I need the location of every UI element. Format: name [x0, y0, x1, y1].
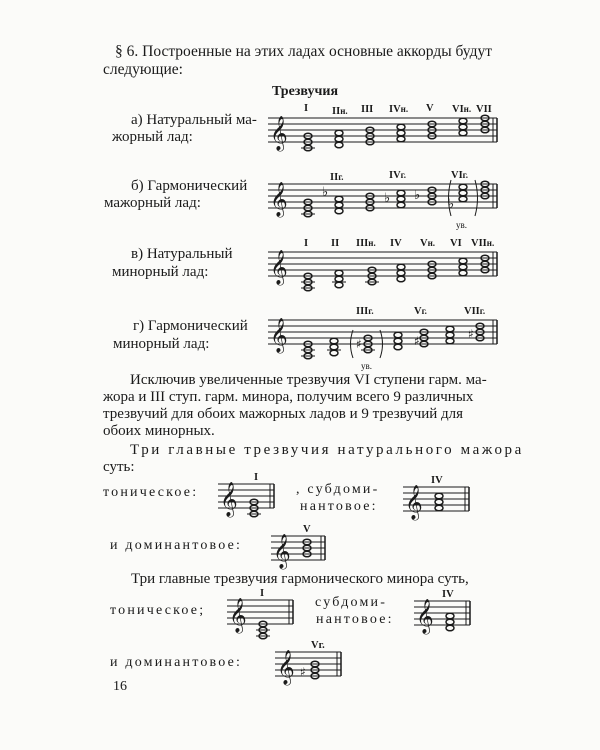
chord-label: V	[303, 524, 311, 535]
row-b-label-2: мажорный лад:	[104, 195, 201, 211]
chord-label: III	[361, 104, 374, 115]
staff-minor-dominant	[275, 638, 347, 698]
chord-label: VI	[450, 238, 462, 249]
row-c-label-1: в) Натуральный	[131, 246, 233, 262]
row-a-label-2: жорный лад:	[112, 129, 193, 145]
staff-minor-subdominant	[414, 587, 476, 647]
treble-clef-icon: 𝄞	[405, 485, 423, 520]
minor-sub-label-a: субдоми-	[315, 595, 388, 610]
chord-label: II	[331, 238, 340, 249]
chord-label: VIн.	[452, 104, 472, 115]
major-main-line-1: Три главные трезвучия натурального мажора	[130, 442, 524, 458]
major-dominant-label: и доминантовое:	[110, 538, 243, 553]
svg-text:♭: ♭	[322, 185, 329, 200]
page-number: 16	[113, 679, 127, 694]
svg-text:♭: ♭	[448, 197, 455, 212]
svg-text:♯: ♯	[468, 327, 474, 341]
chord-label: Vг.	[414, 306, 427, 317]
sharp-signs	[356, 327, 474, 351]
treble-clef-icon: 𝄞	[273, 534, 291, 569]
exclusion-line-4: обоих минорных.	[103, 423, 215, 439]
row-c-label-2: минорный лад:	[112, 264, 209, 280]
chord-label: VIIн.	[471, 238, 495, 249]
treble-clef-icon: 𝄞	[229, 598, 247, 633]
svg-text:♯: ♯	[414, 334, 420, 348]
treble-clef-icon: 𝄞	[277, 650, 295, 685]
treble-clef-icon: 𝄞	[270, 182, 288, 217]
chord-label: IIIг.	[356, 306, 374, 317]
chord-label: IV	[431, 475, 443, 486]
svg-text:♯: ♯	[356, 337, 362, 351]
chord-label: V	[426, 103, 434, 114]
exclusion-line-2: жора и III ступ. гарм. минора, получим всего 9 различных	[103, 389, 474, 405]
chord-label: IV	[442, 589, 454, 600]
minor-tonic-label: тоническое;	[110, 603, 206, 618]
minor-sub-label-b: нантовое:	[316, 612, 394, 627]
major-main-line-2: суть:	[103, 459, 135, 475]
row-d-label-1: г) Гармонический	[133, 318, 248, 334]
staff-natural-minor	[268, 232, 503, 302]
chord-label: IIн.	[332, 106, 348, 117]
svg-text:♭: ♭	[384, 191, 391, 206]
major-sub-label-b: нантовое:	[300, 499, 378, 514]
treble-clef-icon: 𝄞	[270, 116, 288, 151]
exclusion-line-3: трезвучий для обоих мажорных ладов и 9 трезвучий для	[103, 406, 464, 422]
chord-label: I	[304, 103, 309, 114]
staff-major-tonic	[218, 470, 280, 530]
chord-label: VII	[476, 104, 492, 115]
major-sub-label-a: , субдоми-	[296, 482, 380, 497]
row-d-label-2: минорный лад:	[113, 336, 210, 352]
chord-label: VIIг.	[464, 306, 486, 317]
staff-harmonic-major	[268, 164, 503, 234]
minor-dominant-label: и доминантовое:	[110, 655, 243, 670]
chord-label: IVн.	[389, 104, 409, 115]
treble-clef-icon: 𝄞	[220, 482, 238, 517]
treble-clef-icon: 𝄞	[416, 599, 434, 634]
staff-major-subdominant	[403, 473, 475, 533]
augmented-mark: ув.	[361, 361, 372, 371]
major-tonic-label: тоническое:	[103, 485, 199, 500]
treble-clef-icon: 𝄞	[270, 250, 288, 285]
chord-label: IV	[390, 238, 402, 249]
chord-label: Vг.	[311, 640, 325, 651]
chord-label: I	[260, 588, 265, 599]
sharp-icon: ♯	[300, 665, 306, 679]
chord-label: VIг.	[451, 170, 468, 181]
chord-label: IIIн.	[356, 238, 376, 249]
row-a-label-1: а) Натуральный ма-	[131, 112, 257, 128]
exclusion-line-1: Исключив увеличенные трезвучия VI ступени гарм. ма-	[130, 372, 487, 388]
minor-main-line-1: Три главные трезвучия гармонического минора суть,	[131, 571, 469, 587]
svg-text:♭: ♭	[414, 188, 421, 203]
paragraph-line-1: § 6. Построенные на этих ладах основные аккорды будут	[115, 43, 492, 60]
row-b-label-1: б) Гармонический	[131, 178, 248, 194]
chord-label: I	[304, 238, 309, 249]
treble-clef-icon: 𝄞	[270, 318, 288, 353]
chord-label: Vн.	[420, 238, 436, 249]
staff-harmonic-minor	[268, 300, 503, 370]
chord-label: I	[254, 472, 259, 483]
staff-minor-tonic	[227, 586, 299, 646]
chord-label: IVг.	[389, 170, 406, 181]
paragraph-line-2: следующие:	[103, 61, 183, 78]
augmented-mark: ув.	[456, 220, 467, 230]
staff-natural-major	[268, 98, 503, 168]
chord-label: IIг.	[330, 172, 344, 183]
section-title: Трезвучия	[272, 84, 339, 99]
